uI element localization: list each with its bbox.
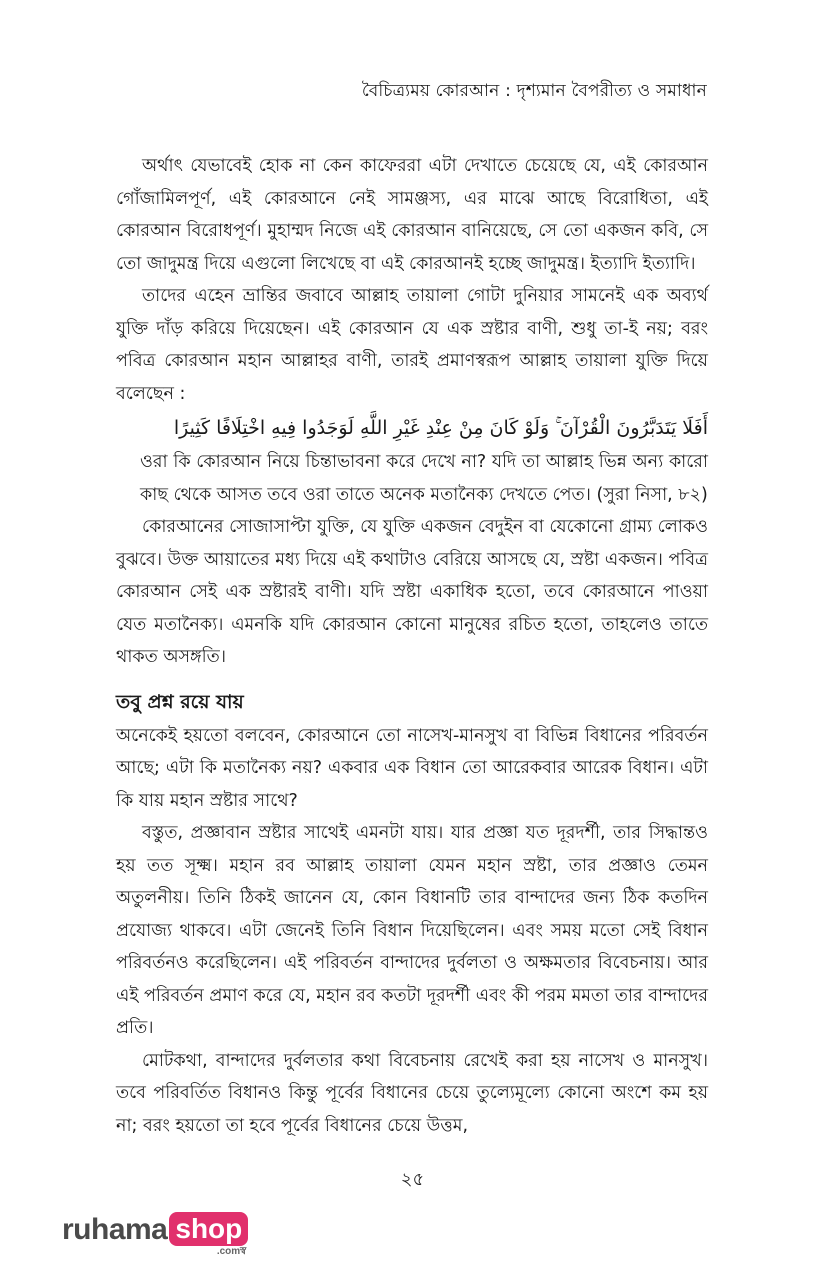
running-header-title: বৈচিত্র্যময় কোরআন : দৃশ্যমান বৈপরীত্য ও সমাধান [361,81,707,101]
paragraph-4: অনেকেই হয়তো বলবেন, কোরআনে তো নাসেখ-মানসুখ বা বিভিন্ন বিধানের পরিবর্তন আছে; এটা কি মতানৈক্য নয়? একবার এক বিধান তো আরেকবার আরেক বিধান। এটা কি যায় মহান স্রষ্টার সাথে? [116,725,708,811]
paragraph-1: অর্থাৎ যেভাবেই হোক না কেন কাফেররা এটা দেখাতে চেয়েছে যে, এই কোরআন গোঁজামিলপূর্ণ, এই কোরআনে নেই সামঞ্জস্য, এর মাঝে আছে বিরোধিতা, এই কোরআন বিরোধপূর্ণ। মুহাম্মদ নিজে এই কোরআন বানিয়েছে, সে তো একজন কবি, সে তো জাদুমন্ত্র দিয়ে এগুলো লিখেছে বা এই কোরআনই হচ্ছে জাদুমন্ত্র। ইত্যাদি ইত্যাদি। [116,156,708,274]
logo-shop-label: shop [175,1213,243,1244]
logo-text-ruhama: ruhama [62,1213,168,1246]
page-body [116,150,708,1142]
paragraph-2: তাদের এহেন ভ্রান্তির জবাবে আল্লাহ তায়ালা গোটা দুনিয়ার সামনেই এক অব্যর্থ যুক্তি দাঁড় করিয়ে দিয়েছেন। এই কোরআন যে এক স্রষ্টার বাণী, শুধু তা-ই নয়; বরং পবিত্র কোরআন মহান আল্লাহর বাণী, তারই প্রমাণস্বরূপ আল্লাহ তায়ালা যুক্তি দিয়ে বলেছেন : [116,286,708,404]
paragraph-6: মোটকথা, বান্দাদের দুর্বলতার কথা বিবেচনায় রেখেই করা হয় নাসেখ ও মানসুখ। তবে পরিবর্তিত বিধানও কিন্তু পূর্বের বিধানের চেয়ে তুল্যেমূল্যে কোনো অংশে কম হয় না; বরং হয়তো তা হবে পূর্বের বিধানের চেয়ে উত্তম, [116,1050,708,1136]
paragraph-5: বস্তুত, প্রজ্ঞাবান স্রষ্টার সাথেই এমনটা যায়। যার প্রজ্ঞা যত দূরদর্শী, তার সিদ্ধান্তও হয় তত সূক্ষ্ম। মহান রব আল্লাহ তায়ালা যেমন মহান স্রষ্টা, তার প্রজ্ঞাও তেমন অতুলনীয়। তিনি ঠিকই জানেন যে, কোন বিধানটি তার বান্দাদের জন্য ঠিক কতদিন প্রযোজ্য থাকবে। এটা জেনেই তিনি বিধান দিয়েছিলেন। এবং সময় মতো সেই বিধান পরিবর্তনও করেছিলেন। এই পরিবর্তন বান্দাদের দুর্বলতা ও অক্ষমতার বিবেচনায়। আর এই পরিবর্তন প্রমাণ করে যে, মহান রব কতটা দূরদর্শী এবং কী পরম মমতা তার বান্দাদের প্রতি। [116,823,708,1038]
paragraph-3: কোরআনের সোজাসাপ্টা যুক্তি, যে যুক্তি একজন বেদুইন বা যেকোনো গ্রাম্য লোকও বুঝবে। উক্ত আয়াতের মধ্য দিয়ে এই কথাটাও বেরিয়ে আসছে যে, স্রষ্টা একজন। পবিত্র কোরআন সেই এক স্রষ্টারই বাণী। যদি স্রষ্টা একাধিক হতো, তবে কোরআনে পাওয়া যেত মতানৈক্য। এমনকি যদি কোরআন কোনো মানুষের রচিত হতো, তাহলেও তাতে থাকত অসঙ্গতি। [116,517,708,667]
arabic-verse: أَفَلَا يَتَدَبَّرُونَ الْقُرْآنَ ۚ وَلَوْ كَانَ مِنْ عِنْدِ غَيْرِ اللَّهِ لَوَجَدُوا فِيهِ اخْتِلَافًا كَثِيرًا [173,417,708,439]
page-number: ২৫ [400,1169,425,1190]
logo-text-com: .comস্ব [216,1246,247,1257]
verse-translation: ওরা কি কোরআন নিয়ে চিন্তাভাবনা করে দেখে না? যদি তা আল্লাহ ভিন্ন অন্য কারো কাছ থেকে আসত তবে ওরা তাতে অনেক মতানৈক্য দেখতে পেত। (সুরা নিসা, ৮২) [140,452,708,505]
logo-text-shop [169,1212,248,1257]
section-heading: তবু প্রশ্ন রয়ে যায় [116,690,244,713]
ruhamashop-logo [62,1212,248,1260]
